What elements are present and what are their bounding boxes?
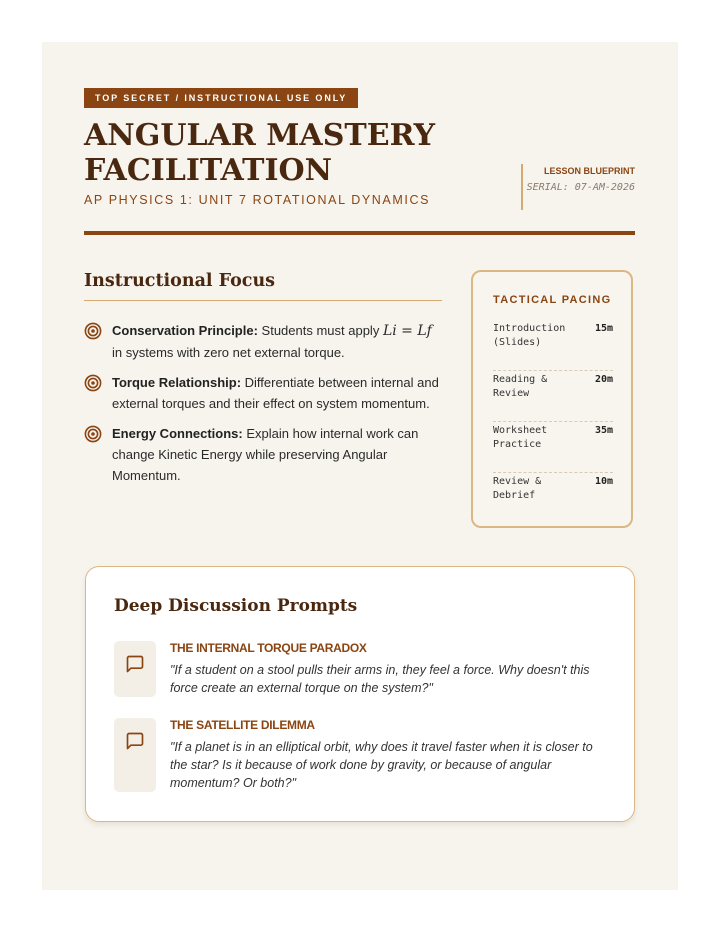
focus-item-energy bbox=[84, 423, 442, 486]
blueprint-label: LESSON BLUEPRINT bbox=[543, 166, 635, 176]
pacing-row bbox=[493, 473, 613, 523]
focus-item-text: Students must apply bbox=[257, 323, 383, 338]
target-icon bbox=[84, 425, 102, 443]
prompt-text: "If a student on a stool pulls their arms in, they feel a force. Why doesn't this force create an external torque on the system?" bbox=[170, 663, 590, 695]
header-rule bbox=[84, 231, 635, 235]
pacing-row bbox=[493, 320, 613, 371]
document-subtitle: AP PHYSICS 1: UNIT 7 ROTATIONAL DYNAMICS bbox=[84, 193, 431, 207]
pacing-duration: 20m bbox=[594, 374, 613, 385]
document-title: ANGULAR MASTERY FACILITATION bbox=[84, 118, 435, 188]
pacing-activity: Review & Debrief bbox=[493, 476, 542, 501]
tactical-pacing-card bbox=[471, 270, 633, 528]
focus-list bbox=[84, 320, 442, 495]
pacing-duration: 15m bbox=[594, 323, 613, 334]
target-icon bbox=[84, 322, 102, 340]
discussion-prompts-card bbox=[85, 566, 635, 822]
chat-bubble-icon bbox=[125, 731, 145, 751]
focus-item-torque bbox=[84, 372, 442, 414]
pacing-title: TACTICAL PACING bbox=[493, 294, 612, 306]
prompts-heading: Deep Discussion Prompts bbox=[114, 596, 358, 616]
serial-number: SERIAL: 07-AM-2026 bbox=[526, 182, 635, 193]
focus-item-text: Explain how internal work can change Kinetic Energy while preserving Angular Momentum. bbox=[112, 426, 419, 483]
pacing-row bbox=[493, 422, 613, 473]
lesson-blueprint-page bbox=[42, 42, 678, 890]
pacing-activity: Worksheet Practice bbox=[493, 425, 548, 450]
prompt-text: "If a planet is in an elliptical orbit, why does it travel faster when it is closer to the star? Is it because of work done by gravity, or because of angular momentum? Or both?" bbox=[170, 740, 593, 790]
focus-item-text: Differentiate between internal and external torques and their effect on system momentum. bbox=[112, 375, 439, 411]
pacing-activity: Introduction (Slides) bbox=[493, 323, 566, 348]
prompt-title: THE SATELLITE DILEMMA bbox=[170, 718, 315, 732]
pacing-duration: 10m bbox=[594, 476, 613, 487]
prompt-icon-tile bbox=[114, 718, 156, 792]
angular-momentum-formula: Li = Lf bbox=[382, 323, 432, 339]
pacing-row bbox=[493, 371, 613, 422]
classification-stamp: TOP SECRET / INSTRUCTIONAL USE ONLY bbox=[84, 88, 358, 108]
pacing-duration: 35m bbox=[594, 425, 613, 436]
focus-heading: Instructional Focus bbox=[84, 271, 276, 291]
target-icon bbox=[84, 374, 102, 392]
focus-divider bbox=[84, 300, 442, 301]
focus-item-conservation bbox=[84, 320, 442, 363]
chat-bubble-icon bbox=[125, 654, 145, 674]
focus-item-label: Energy Connections: bbox=[112, 426, 243, 441]
focus-item-label: Conservation Principle: bbox=[112, 323, 258, 338]
blueprint-divider bbox=[521, 164, 523, 210]
focus-item-text: in systems with zero net external torque. bbox=[112, 345, 345, 360]
focus-item-label: Torque Relationship: bbox=[112, 375, 242, 390]
pacing-list bbox=[493, 320, 613, 523]
prompt-title: THE INTERNAL TORQUE PARADOX bbox=[170, 641, 367, 655]
prompt-icon-tile bbox=[114, 641, 156, 697]
pacing-activity: Reading & Review bbox=[493, 374, 548, 399]
